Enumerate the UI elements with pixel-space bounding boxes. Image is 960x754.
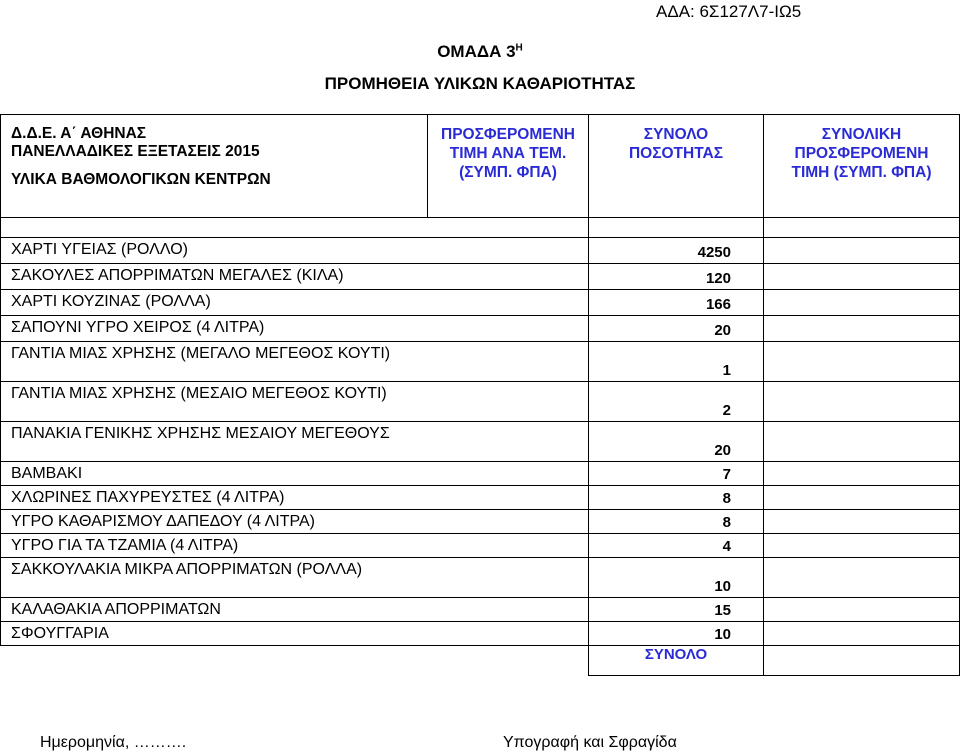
item-total <box>764 558 960 598</box>
sum-row <box>1 646 960 676</box>
item-total <box>764 462 960 486</box>
header-line: ΠΡΟΣΦΕΡΟΜΕΝΗ <box>441 126 575 143</box>
table-row <box>1 558 960 598</box>
item-total <box>764 342 960 382</box>
table-row <box>1 238 960 264</box>
item-name: ΧΛΩΡΙΝΕΣ ΠΑΧΥΡΕΥΣΤΕΣ (4 ΛΙΤΡΑ) <box>1 486 589 510</box>
header-line: ΠΟΣΟΤΗΤΑΣ <box>628 145 724 162</box>
table-row <box>1 264 960 290</box>
item-name: ΧΑΡΤΙ ΚΟΥΖΙΝΑΣ (ΡΟΛΛΑ) <box>1 290 589 316</box>
header-line: ΤΙΜΗ (ΣΥΜΠ. ΦΠΑ) <box>791 164 932 181</box>
procurement-table <box>0 114 960 676</box>
spacer-row <box>1 218 960 238</box>
table-row <box>1 486 960 510</box>
item-name: ΥΓΡΟ ΓΙΑ ΤΑ ΤΖΑΜΙΑ (4 ΛΙΤΡΑ) <box>1 534 589 558</box>
sum-label: ΣΥΝΟΛΟ <box>589 646 764 676</box>
table-row <box>1 622 960 646</box>
item-qty: 8 <box>589 486 764 510</box>
header-line: ΠΡΟΣΦΕΡΟΜΕΝΗ <box>794 145 929 162</box>
table-row <box>1 422 960 462</box>
item-qty: 2 <box>589 382 764 422</box>
page-title: ΠΡΟΜΗΘΕΙΑ ΥΛΙΚΩΝ ΚΑΘΑΡΙΟΤΗΤΑΣ <box>324 74 636 93</box>
header-left-line: Δ.Δ.Ε. Α΄ ΑΘΗΝΑΣ <box>11 125 147 142</box>
item-name: ΚΑΛΑΘΑΚΙΑ ΑΠΟΡΡΙΜΑΤΩΝ <box>1 598 589 622</box>
item-total <box>764 598 960 622</box>
item-name: ΣΑΠΟΥΝΙ ΥΓΡΟ ΧΕΙΡΟΣ (4 ΛΙΤΡΑ) <box>1 316 589 342</box>
item-name: ΣΑΚΚΟΥΛΑΚΙΑ ΜΙΚΡΑ ΑΠΟΡΡΙΜΑΤΩΝ (ΡΟΛΛΑ) <box>1 558 589 598</box>
header-qty-cell <box>589 115 764 218</box>
item-total <box>764 622 960 646</box>
item-name: ΣΑΚΟΥΛΕΣ ΑΠΟΡΡΙΜΑΤΩΝ ΜΕΓΑΛΕΣ (ΚΙΛΑ) <box>1 264 589 290</box>
header-total-cell <box>764 115 960 218</box>
header-left-line: ΠΑΝΕΛΛΑΔΙΚΕΣ ΕΞΕΤΑΣΕΙΣ 2015 <box>11 143 260 160</box>
item-total <box>764 534 960 558</box>
item-qty: 20 <box>589 316 764 342</box>
table-row <box>1 342 960 382</box>
item-name: ΣΦΟΥΓΓΑΡΙΑ <box>1 622 589 646</box>
item-name: ΓΑΝΤΙΑ ΜΙΑΣ ΧΡΗΣΗΣ (ΜΕΣΑΙΟ ΜΕΓΕΘΟΣ ΚΟΥΤΙ) <box>1 382 589 422</box>
item-qty: 7 <box>589 462 764 486</box>
ada-code: ΑΔΑ: 6Σ127Λ7-ΙΩ5 <box>656 2 802 21</box>
table-row <box>1 462 960 486</box>
signature-label: Υπογραφή και Σφραγίδα <box>503 734 677 751</box>
item-name: ΠΑΝΑΚΙΑ ΓΕΝΙΚΗΣ ΧΡΗΣΗΣ ΜΕΣΑΙΟΥ ΜΕΓΕΘΟΥΣ <box>1 422 589 462</box>
header-left-cell <box>1 115 428 218</box>
header-line: ΣΥΝΟΛΙΚΗ <box>821 126 902 143</box>
item-qty: 20 <box>589 422 764 462</box>
sum-value-cell <box>764 646 960 676</box>
table-header-row <box>1 115 960 218</box>
date-label: Ημερομηνία, ………. <box>40 734 187 751</box>
item-total <box>764 486 960 510</box>
header-line: ΣΥΝΟΛΟ <box>643 126 709 143</box>
item-qty: 4 <box>589 534 764 558</box>
item-qty: 15 <box>589 598 764 622</box>
item-total <box>764 316 960 342</box>
item-total <box>764 382 960 422</box>
item-name: ΥΓΡΟ ΚΑΘΑΡΙΣΜΟΥ ΔΑΠΕΔΟΥ (4 ΛΙΤΡΑ) <box>1 510 589 534</box>
table-row <box>1 598 960 622</box>
item-total <box>764 510 960 534</box>
item-qty: 8 <box>589 510 764 534</box>
item-name: ΒΑΜΒΑΚΙ <box>1 462 589 486</box>
table-row <box>1 382 960 422</box>
table-row <box>1 510 960 534</box>
header-price-cell <box>428 115 589 218</box>
item-qty: 120 <box>589 264 764 290</box>
item-total <box>764 290 960 316</box>
item-total <box>764 422 960 462</box>
table-row <box>1 534 960 558</box>
header-line: (ΣΥΜΠ. ΦΠΑ) <box>459 164 557 181</box>
item-total <box>764 264 960 290</box>
group-title: ΟΜΑΔΑ $3^H$ <box>437 42 523 61</box>
item-total <box>764 238 960 264</box>
item-qty: 4250 <box>589 238 764 264</box>
item-qty: 10 <box>589 622 764 646</box>
item-qty: 166 <box>589 290 764 316</box>
item-rows <box>1 238 960 646</box>
header-line: ΤΙΜΗ ΑΝΑ ΤΕΜ. <box>449 145 567 162</box>
header-left-line: ΥΛΙΚΑ ΒΑΘΜΟΛΟΓΙΚΩΝ ΚΕΝΤΡΩΝ <box>11 171 271 188</box>
item-qty: 1 <box>589 342 764 382</box>
item-qty: 10 <box>589 558 764 598</box>
group-superscript: Η <box>515 42 523 54</box>
item-name: ΧΑΡΤΙ ΥΓΕΙΑΣ (ΡΟΛΛΟ) <box>1 238 589 264</box>
table-row <box>1 290 960 316</box>
table-row <box>1 316 960 342</box>
item-name: ΓΑΝΤΙΑ ΜΙΑΣ ΧΡΗΣΗΣ (ΜΕΓΑΛΟ ΜΕΓΕΘΟΣ ΚΟΥΤΙ) <box>1 342 589 382</box>
